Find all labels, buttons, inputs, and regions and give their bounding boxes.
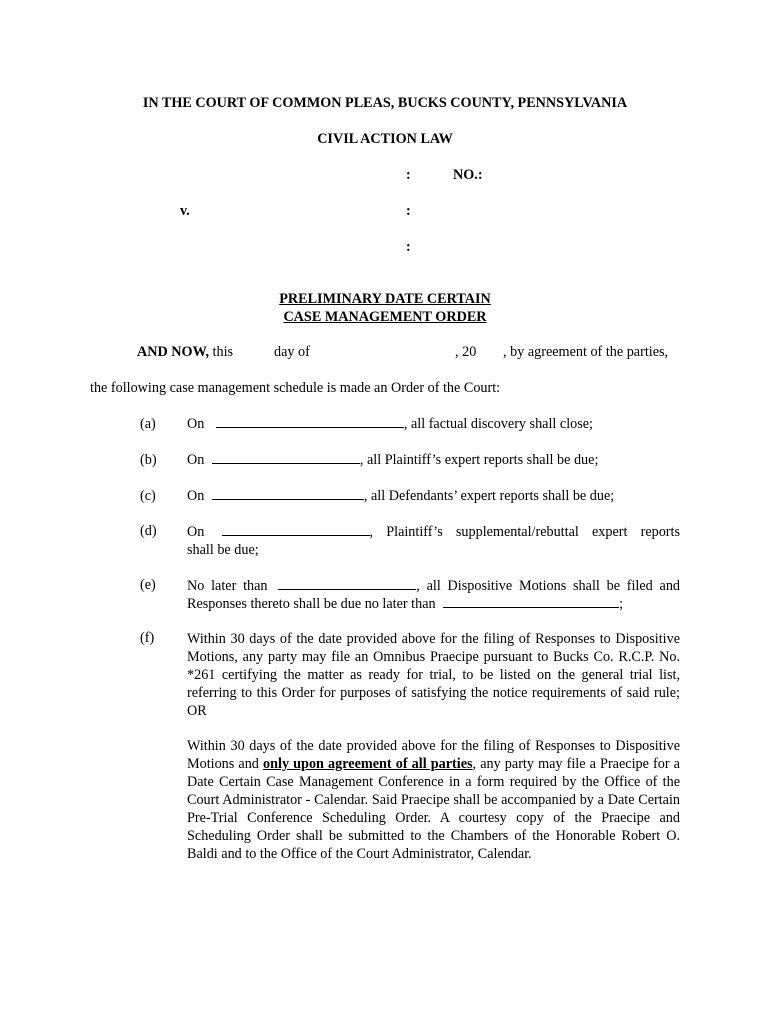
case-number-label: NO.: [453,167,483,183]
caption-colon-1: : [406,167,411,183]
item-a-blank [216,416,404,428]
item-e-text2: Responses thereto shall be due no later than [187,596,436,612]
item-label-a: (a) [140,416,156,432]
item-e-blank2 [443,596,619,608]
action-heading: CIVIL ACTION LAW [317,131,453,147]
item-label-b: (b) [140,452,157,468]
intro-and-now [137,344,233,361]
item-c-on: On [187,488,205,504]
item-b-text: , all Plaintiff’s expert reports shall be due; [359,452,599,468]
item-d-on: On [187,524,205,540]
day-of-text: day of [274,344,310,360]
paragraph-2-before: Within 30 days of the date provided above for the filing of Responses to Dispositive Motions and [187,738,680,772]
this-text: this [212,344,234,360]
agreement-text: , by agreement of the parties, [503,344,669,360]
year-text: , 20 [455,344,477,360]
item-d [187,523,680,559]
item-b-blank [212,452,360,464]
item-b [187,452,598,469]
caption-colon-2: : [406,203,411,219]
item-e-text: , all Dispositive Motions shall be filed and [416,578,681,594]
intro-line2: the following case management schedule is made an Order of the Court: [90,380,501,396]
item-d-text: , Plaintiff’s supplemental/rebuttal expert reports [369,524,680,540]
item-e [187,577,680,613]
court-heading: IN THE COURT OF COMMON PLEAS, BUCKS COUNTY, PENNSYLVANIA [142,95,628,111]
item-label-f: (f) [140,630,155,646]
paragraph-2-emphasis: only upon agreement of all parties [263,756,473,772]
item-label-e: (e) [140,577,156,593]
paragraph-2 [187,737,680,863]
item-e-end: ; [619,596,624,612]
item-label-d: (d) [140,523,157,539]
item-e-on: No later than [187,578,268,594]
and-now-text: AND NOW, [137,344,209,360]
item-a-on: On [187,416,205,432]
order-title-line1: PRELIMINARY DATE CERTAIN [279,291,491,307]
item-c-blank [212,488,364,500]
item-c [187,488,614,505]
item-b-on: On [187,452,205,468]
item-a-text: , all factual discovery shall close; [403,416,593,432]
paragraph-2-after: , any party may file a Praecipe for a Date Certain Case Management Conference in a form required by the Office of the Court Administrator - Calendar. Said Praecipe shall be accompanied by a Date Certain Pre-Trial Conference Scheduling Order. A courtesy copy of the Praecipe and Scheduling Order shall be submitted to the Chambers of the Honorable Robert O. Baldi and to the Office of the Court Administrator, Calendar. [187,756,680,862]
item-e-blank [278,578,416,590]
item-f-text: Within 30 days of the date provided above for the filing of Responses to Dispositive Motions, any party may file an Omnibus Praecipe pursuant to Bucks Co. R.C.P. No. *261 certifying the matter as ready for trial, to be listed on the general trial list, referring to this Order for purposes of satisfying the notice requirements of said rule; OR [187,631,680,719]
caption-colon-3: : [406,239,411,255]
item-d-text2: shall be due; [187,542,259,558]
item-c-text: , all Defendants’ expert reports shall be due; [363,488,615,504]
item-a [187,416,593,433]
versus-label: v. [180,203,190,219]
item-label-c: (c) [140,488,156,504]
order-title-line2: CASE MANAGEMENT ORDER [283,309,487,325]
item-d-blank [222,524,370,536]
